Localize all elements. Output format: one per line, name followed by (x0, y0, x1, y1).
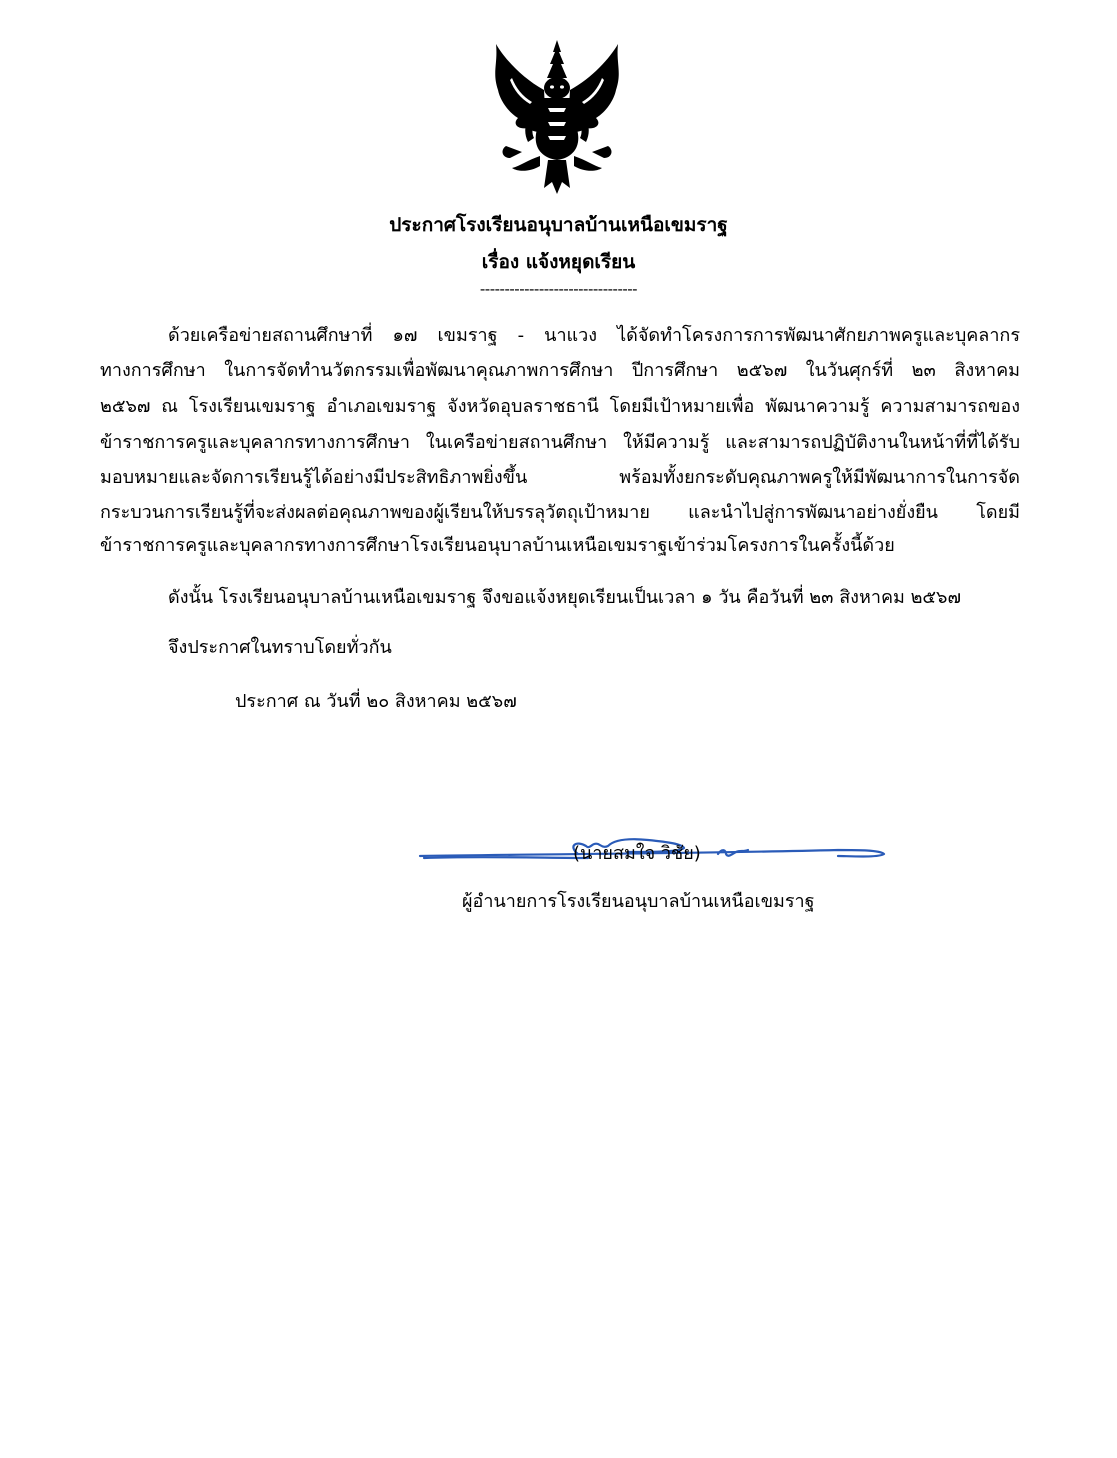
announcement-notice: จึงประกาศในทราบโดยทั่วกัน (168, 637, 392, 658)
title-separator: -------------------------------- (479, 280, 638, 298)
paragraph-line: ด้วยเครือข่ายสถานศึกษาที่ ๑๗ เขมราฐ - นาแวง ได้จัดทำโครงการการพัฒนาศักยภาพครูและบุคลากร (168, 325, 1020, 346)
closure-paragraph: ดังนั้น โรงเรียนอนุบาลบ้านเหนือเขมราฐ จึงขอแจ้งหยุดเรียนเป็นเวลา ๑ วัน คือวันที่ ๒๓ สิงหาคม ๒๕๖๗ (168, 587, 962, 608)
paragraph-line: ข้าราชการครูและบุคลากรทางการศึกษาโรงเรียนอนุบาลบ้านเหนือเขมราฐเข้าร่วมโครงการในครั้งนี้ด้วย (100, 535, 895, 556)
garuda-emblem-icon (482, 38, 632, 196)
paragraph-line: กระบวนการเรียนรู้ที่จะส่งผลต่อคุณภาพของผู้เรียนให้บรรลุวัตถุเป้าหมาย และนำไปสู่การพัฒนาอย่างยั่งยืน โดยมี (100, 502, 1020, 523)
signatory-position: ผู้อำนายการโรงเรียนอนุบาลบ้านเหนือเขมราฐ (462, 891, 815, 912)
announcement-date: ประกาศ ณ วันที่ ๒๐ สิงหาคม ๒๕๖๗ (235, 691, 517, 712)
paragraph-line: ๒๕๖๗ ณ โรงเรียนเขมราฐ อำเภอเขมราฐ จังหวัดอุบลราชธานี โดยมีเป้าหมายเพื่อ พัฒนาความรู้ ความสามารถของ (100, 396, 1020, 417)
paragraph-line: ข้าราชการครูและบุคลากรทางการศึกษา ในเครือข่ายสถานศึกษา ให้มีความรู้ และสามารถปฏิบัติงานในหน้าที่ที่ได้รับ (100, 432, 1020, 453)
paragraph-line: มอบหมายและจัดการเรียนรู้ได้อย่างมีประสิทธิภาพยิ่งขึ้น พร้อมทั้งยกระดับคุณภาพครูให้มีพัฒนาการในการจัด (100, 467, 1020, 488)
announcement-subject: เรื่อง แจ้งหยุดเรียน (481, 251, 636, 273)
signatory-name: (นายสมใจ วิชัย) (573, 843, 701, 864)
paragraph-line: ทางการศึกษา ในการจัดทำนวัตกรรมเพื่อพัฒนาคุณภาพการศึกษา ปีการศึกษา ๒๕๖๗ ในวันศุกร์ที่ ๒๓ สิงหาคม (100, 360, 1020, 381)
announcement-title: ประกาศโรงเรียนอนุบาลบ้านเหนือเขมราฐ (389, 214, 728, 236)
